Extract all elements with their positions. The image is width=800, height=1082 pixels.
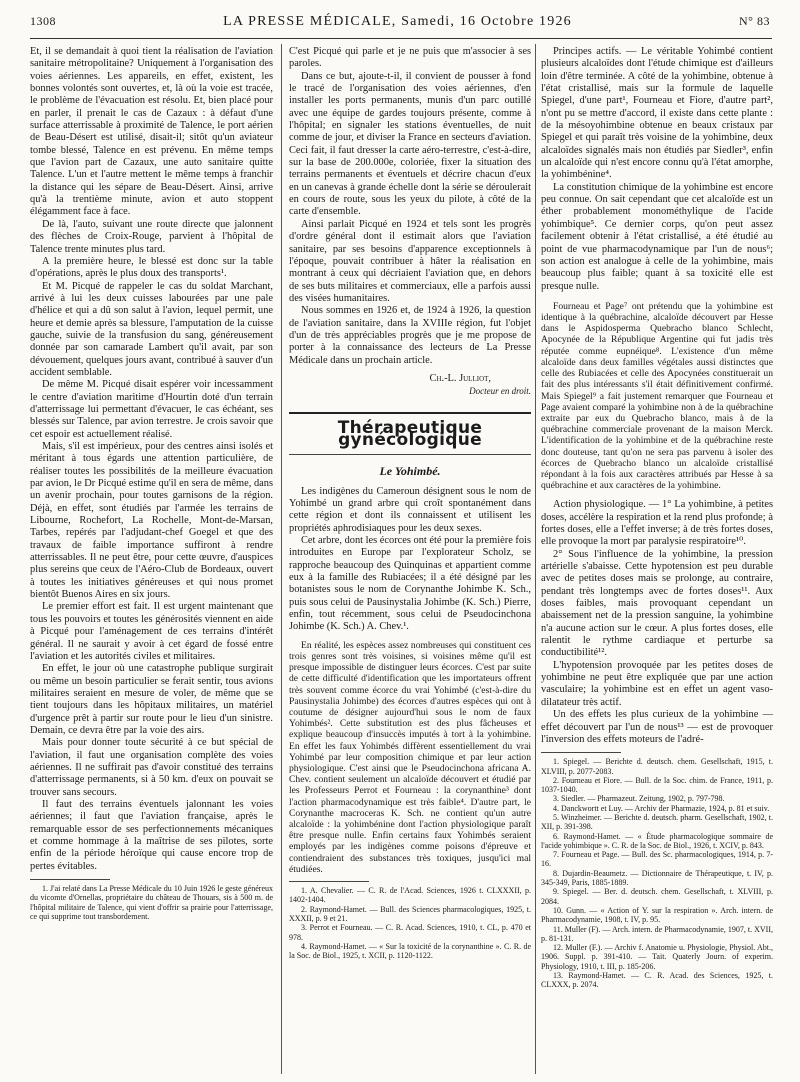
paragraph: En effet, le jour où une catastrophe publique surgirait ou même un besoin particulier se ferait sentir, tous avions militaires seraient en mesure de voler, de même que se tient toujours dans les hôpitaux militaires, un matériel d'urgence prêt à partir sur route pour le lieu d'un sinistre. Demain, ce devra être par la voie des airs. bbox=[30, 663, 273, 736]
footnote: 5. Winzheimer. — Berichte d. deutsch. pharm. Gesellschaft, 1902, t. XII, p. 391-398. bbox=[541, 812, 773, 832]
paragraph: Dans ce but, ajoute-t-il, il convient de pousser à fond le tracé de l'organisation des voies aériennes, d'en installer les ports permanents, munis d'un parc outillé avec une équipe de gardes toujours présente, comme à l'hôpital; en signaler les stations éventuelles, de nuit comme de jour, et diviser la France en secteurs d'aviation. Ceci fait, il faut dresser la carte aéro-terrestre, c'est-à-dire, sur la base de 200.000e, coloriée, fixer la situation des terrains permanents et éventuels et décrire chacun d'eux en un canevas à grande échelle dont la série se déroulerait en cours de route, sous les yeux du pilote, à côté de la carte d'ensemble. bbox=[289, 70, 531, 218]
paragraph: Ainsi parlait Picqué en 1924 et tels sont les progrès d'ordre général dont il estimait alors que l'aviation sanitaire, par ses besoins d'apparence exceptionnels à l'époque, pouvait contribuer à hâter la réalisation en montrant à ceux qui décriaient l'aviation que, en dehors de ses buts militaires et commerciaux, elle a parfois aussi des visées humanitaires. bbox=[289, 218, 531, 304]
column-divider-2 bbox=[535, 44, 536, 1074]
paragraph: Action physiologique. — 1° La yohimbine, à petites doses, accélère la respiration et la rend plus profonde; à fortes doses, elle a l'effet inverse; à de très fortes doses, elle provoque la mort par paralysie respiratoire¹⁰. bbox=[541, 499, 773, 548]
footnote: 13. Raymond-Hamet. — C. R. Acad. des Sciences, 1925, t. CLXXX, p. 2074. bbox=[541, 971, 773, 990]
paragraph: Mais pour donner toute sécurité à ce but spécial de l'aviation, il faut une organisation complète des voies aériennes. Il ne suffirait pas d'avoir constitué des terrains d'atterrissage permanents, si à 50 km. d'eux on pouvait se trouver sans secours. bbox=[30, 737, 273, 798]
paragraph: Les indigènes du Cameroun désignent sous le nom de Yohimbé un grand arbre qui croît spontanément dans cette région et dont ils connaissent et utilisent les propriétés aphrodisiaques pour les deux sexes. bbox=[289, 485, 531, 534]
footnote: 3. Siedler. — Pharmazeut. Zeitung, 1902, p. 797-798. bbox=[553, 794, 725, 804]
paragraph: 2° Sous l'influence de la yohimbine, la pression artérielle s'abaisse. Cette hypotension est peu durable avec de petites doses mais se prolonge, au contraire, pendant très longtemps avec de fortes doses¹¹. Aux doses faibles, mais provoquant cependant un abaissement net de la pression sanguine, la yohimbine n'a aucune action sur le cœur. A plus fortes doses, elle ralentit le rythme cardiaque et perturbe sa conductibilité¹². bbox=[541, 548, 773, 659]
author-name: Ch.-L. Julliot, bbox=[429, 372, 491, 384]
page-number: 1308 bbox=[30, 14, 56, 28]
paragraph: C'est Picqué qui parle et je ne puis que m'associer à ses paroles. bbox=[289, 46, 531, 70]
paragraph: De même M. Picqué disait espérer voir incessamment le centre d'aviation maritime d'Hourtin doté d'un terrain d'atterrissage lui permettant d'évacuer, le cas échéant, ses blessés sur Talence, par avion terrestre. Je crois savoir que cet espoir est actuellement réalisé. bbox=[30, 379, 273, 440]
footnote: 10. Gunn. — « Action of Y. sur la respiration ». Arch. intern. de Pharmacodynamie, 1908, t. IV, p. 95. bbox=[541, 905, 773, 925]
paragraph: Mais, s'il est impérieux, pour des centres ainsi isolés et méritant à tous égards une attention particulière, de réaliser toutes les possibilités de la meilleure évacuation par avion, le Dr Picqué estime qu'il en sera de même, dans un avenir prochain, pour toutes garnisons de la région. Déjà, en effet, sont étudiés par l'armée les terrains de Libourne, Rochefort, La Rochelle, Mont-de-Marsan, Tarbes, repérés par l'adjudant-chef Goegel et que des travaux de faible importance suffiront à rendre atterrissables. Il ne peut être, pour cette œuvre, d'auspices plus sereins que ceux de l'Aéro-Club de Bordeaux, ouvert à toutes les initiatives généreuses et qui nous promet bientôt Buenos Aires en six jours. bbox=[30, 441, 273, 601]
footnote: 2. Raymond-Hamet. — Bull. des Sciences pharmacologiques, 1925, t. XXXII, p. 9 et 21. bbox=[289, 904, 531, 923]
issue-number: N° 83 bbox=[739, 14, 770, 28]
footnote: 4. Raymond-Hamet. — « Sur la toxicité de la corynanthine ». C. R. de la Soc. de Biol., 1925, t. XCII, p. 1120-1122. bbox=[289, 941, 531, 961]
column-1 bbox=[30, 46, 273, 921]
footnote: 4. Danckwortt et Luy. — Archiv der Pharmazie, 1924, p. 81 et suiv. bbox=[553, 803, 770, 813]
paragraph: Et, il se demandait à quoi tient la réalisation de l'aviation sanitaire métropolitaine? Uniquement à l'organisation des voies aériennes. Les appareils, en effet, existent, les bonnes volontés sont ouvertes, et, là où la voie est tracée, le problème de l'évacuation est résolu. Et, bien placé pour en parler, il prenait le cas de Cazaux : à défaut d'une surface atterrissable à proximité de Talence, le port aérien de Beau-Désert est utilisé, disait-il; sitôt qu'un aviateur tombe blessé, Talence en est prévenu. En même temps que l'avion part de Cazaux, une auto sanitaire quitte Talence. L'un et l'autre mettent le même temps à franchir la distance qui les sépare de Beau-Désert. Ainsi, arrive qu'à la trentième minute, avion et auto stoppent élégamment face à face. bbox=[30, 46, 273, 218]
footnote-rule bbox=[289, 881, 369, 882]
page-header bbox=[30, 14, 770, 38]
paragraph: La constitution chimique de la yohimbine est encore peu connue. On sait cependant que cet alcaloïde est un éther probablement monométhylique de l'acide yohimbique⁵. Ce dernier corps, qu'on peut assez facilement obtenir à l'état cristallisé, a été étudié au point de vue pharmacodynamique par l'un de nous⁶; son action est analogue à celle de la yohimbine, mais beaucoup plus faible; quant à sa toxicité elle est presque nulle. bbox=[541, 181, 773, 292]
paragraph: Et M. Picqué de rappeler le cas du soldat Marchant, arrivé à lui les deux cuisses labourées par une pale d'hélice et qui a dû son salut à l'avion, lequel permit, une heure et demie après sa blessure, l'amputation de la cuisse gauche, suivie de la transfusion du sang, généreusement donnée par son camarade Lambert qu'il avait, par son dévouement, quelques jours avant, contribué à sauver d'un accident semblable. bbox=[30, 280, 273, 378]
footnote: 1. Spiegel. — Berichte d. deutsch. chem. Gesellschaft, 1915, t. XLVIII, p. 2077-2083. bbox=[541, 757, 773, 776]
section-title: Thérapeutique gynécologique bbox=[337, 417, 483, 450]
paragraph: Principes actifs. — Le véritable Yohimbé contient plusieurs alcaloïdes dont l'étude chimique est d'ailleurs loin d'être terminée. A côté de la yohimbine, obtenue à l'état cristallisé, mais sur la formule de laquelle Spiegel, d'une part¹, Fourneau et Fiore, d'autre part², n'ont pu se mettre d'accord, il existe dans cette plante : de la mésoyohimbine obtenue en beaux cristaux par Spiegel et qui paraît très voisine de la yohimbine, deux alcaloïdes signalés mais non étudiés par Siedler³, enfin un alcaloïde qui n'est encore connu qu'à l'état amorphe, la yohimbénine⁴. bbox=[541, 46, 773, 181]
header-rule bbox=[30, 38, 772, 39]
column-divider-1 bbox=[281, 44, 282, 1074]
footnote-rule bbox=[541, 752, 621, 753]
footnote: 8. Dujardin-Beaumetz. — Dictionnaire de Thérapeutique, t. IV, p. 345-349, Paris, 1885-1889. bbox=[541, 868, 773, 888]
footnote: 1. J'ai relaté dans La Presse Médicale du 10 Juin 1926 le geste généreux du vicomte d'Ornellas, propriétaire du château de Thouars, sis à 500 m. de l'hôpital militaire de Talence, qui vient d'offrir sa prairie pour l'atterrissage, ce qui supprime tout transbordement. bbox=[30, 884, 273, 921]
paragraph: Fourneau et Page⁷ ont prétendu que la yohimbine est identique à la québrachine, alcaloïde découvert par Hesse dans le Aspidosperma Quebracho blanco Schlecht, Apocynée de la République Argentine qui fut jadis très réputée comme eupnéique⁸. L'existence d'un même alcaloïde dans deux familles végétales aussi distinctes que celle des Rubiacées et celle des Apocynées constituerait un fait des plus intéressants s'il était définitivement confirmé. Mais Spiegel⁹ a fait justement remarquer que Fourneau et Page avaient comparé la yohimbine non à de la québrachine extraite par eux du Quebracho blanco, mais à de la québrachine commerciale provenant de la maison Merck. L'identification de la yohimbine et de la québrachine reste donc douteuse, tant qu'on ne sera pas parvenu à isoler des écorces de Quebracho blanco un alcaloïde cristallisé répondant à la fois aux caractères attribués par Hesse à sa québrachine et aux caractères de la yohimbine. bbox=[541, 300, 773, 492]
author-title: Docteur en droit. bbox=[469, 386, 531, 397]
column-3 bbox=[541, 46, 773, 990]
section-heading-box bbox=[289, 412, 531, 456]
footnote: 9. Spiegel. — Ber. d. deutsch. chem. Gesellschaft, t. XLVIII, p. 2084. bbox=[541, 887, 773, 906]
paragraph: A la première heure, le blessé est donc sur la table d'opérations, après le plus doux des transports¹. bbox=[30, 255, 273, 280]
paragraph: Nous sommes en 1926 et, de 1924 à 1926, la question de l'aviation sanitaire, dans la XVIIIe région, fut l'objet d'un de très appréciables progrès que je me propose de porter à la connaissance des lecteurs de La Presse Médicale dans un prochain article. bbox=[289, 305, 531, 366]
footnote: 12. Muller (F.). — Archiv f. Anatomie u. Physiologie, Physiol. Abt., 1906. Suppl. p. 391-410. — Tait. Quaterly Journ. of experim. Physiology, 1910, t. III, p. 185-206. bbox=[541, 943, 773, 971]
paragraph: Cet arbre, dont les écorces ont été pour la première fois introduites en Europe par l'explorateur Scholz, se rapproche beaucoup des Quinquinas et appartient comme eux à la famille des Rubiacées; il a été désigné par les botanistes sous le nom de Corynanthe Johimbe K. Sch., puis sous celui de Pausinystalia Johimbe (K. Sch.) Pierre, enfin, tout récemment, sous celui de Pseudocinchona Johimbe (K. Sch.) A. Chev.¹. bbox=[289, 535, 531, 633]
footnote: 1. A. Chevalier. — C. R. de l'Acad. Sciences, 1926 t. CLXXXII, p. 1402-1404. bbox=[289, 886, 531, 905]
paragraph: De là, l'auto, suivant une route directe que jalonnent des flèches de Croix-Rouge, parvient à l'hôpital de Talence trente minutes plus tard. bbox=[30, 218, 273, 255]
footnote: 2. Fourneau et Fiore. — Bull. de la Soc. chim. de France, 1911, p. 1037-1040. bbox=[541, 775, 773, 795]
footnote: 7. Fourneau et Page. — Bull. des Sc. pharmacologiques, 1914, p. 7-16. bbox=[541, 850, 773, 869]
journal-masthead: LA PRESSE MÉDICALE, Samedi, 16 Octobre 1926 bbox=[223, 14, 572, 29]
footnote: 11. Muller (F). — Arch. intern. de Pharmacodynamie, 1907, t. XVII, p. 81-131. bbox=[541, 924, 773, 943]
paragraph: En réalité, les espèces assez nombreuses qui constituent ces trois genres sont très voisines, si voisines même qu'il est presque impossible de distinguer leurs écorces. C'est par suite de cette difficulté d'identification que les importateurs offrent très souvent comme écorce du vrai Yohimbé (c'est-à-dire du Pausinystalia Johimbe) des écorces d'autres espèces qui ont à coutume de désigner aujourd'hui sous le nom de faux Yohimbés². Cette substitution est des plus fâcheuses et explique beaucoup d'insuccès imputés à tort à la yohimbine. En effet les faux Yohimbés diffèrent essentiellement du vrai Yohimbé par leur composition chimique et par leur action physiologique. C'est ainsi que le Pseudocinchona africana A. Chev. contient seulement un alcaloïde découvert et étudié par les Professeurs Perrot et Fourneau : la corynanthine³ dont l'action pharmacodynamique est très faible⁴. D'autre part, le Corynanthe macroceras K. Sch. ne contient qu'un autre alcaloïde : la yohimbénine dont l'action physiologique paraît être presque nulle. Enfin certains faux Yohimbés seraient employés par les indigènes comme poisons d'épreuve et contiendraient des substances très toxiques, jusqu'ici mal étudiées. bbox=[289, 639, 531, 875]
paragraph: Un des effets les plus curieux de la yohimbine — effet découvert par l'un de nous¹³ — est de provoquer l'inversion des effets moteurs de l'adré- bbox=[541, 709, 773, 745]
column-2 bbox=[289, 46, 531, 960]
article-title: Le Yohimbé. bbox=[379, 464, 441, 479]
footnote: 3. Perrot et Fourneau. — C. R. Acad. Sciences, 1910, t. CL, p. 470 et 978. bbox=[289, 923, 531, 942]
footnote-rule bbox=[30, 879, 110, 880]
footnote: 6. Raymond-Hamet. — « Étude pharmacologique sommaire de l'acide yohimbique ». C. R. de la Soc. de Biol., 1926, t. XCIV, p. 843. bbox=[541, 831, 773, 850]
paragraph: Il faut des terrains éventuels jalonnant les voies aériennes; il faut que l'aviation française, après le remarquable essor de ses perfectionnements mécaniques et comme hommage à la maîtrise de ses pilotes, sorte enfin de la période héroïque qui cause encore trop de pertes évitables. bbox=[30, 798, 273, 872]
signature bbox=[289, 373, 531, 398]
paragraph: Le premier effort est fait. Il est urgent maintenant que tous les pouvoirs et toutes les générosités viennent en aide à Picqué pour l'aménagement de ces terrains d'intérêt général. Il ne saurait y avoir à cet égard de fossé entre l'aviation et les autorités civiles et militaires. bbox=[30, 601, 273, 662]
paragraph: L'hypotension provoquée par les petites doses de yohimbine ne peut être expliquée que par une action vasculaire; la yohimbine est en effet un agent vaso-dilatateur très actif. bbox=[541, 659, 773, 708]
